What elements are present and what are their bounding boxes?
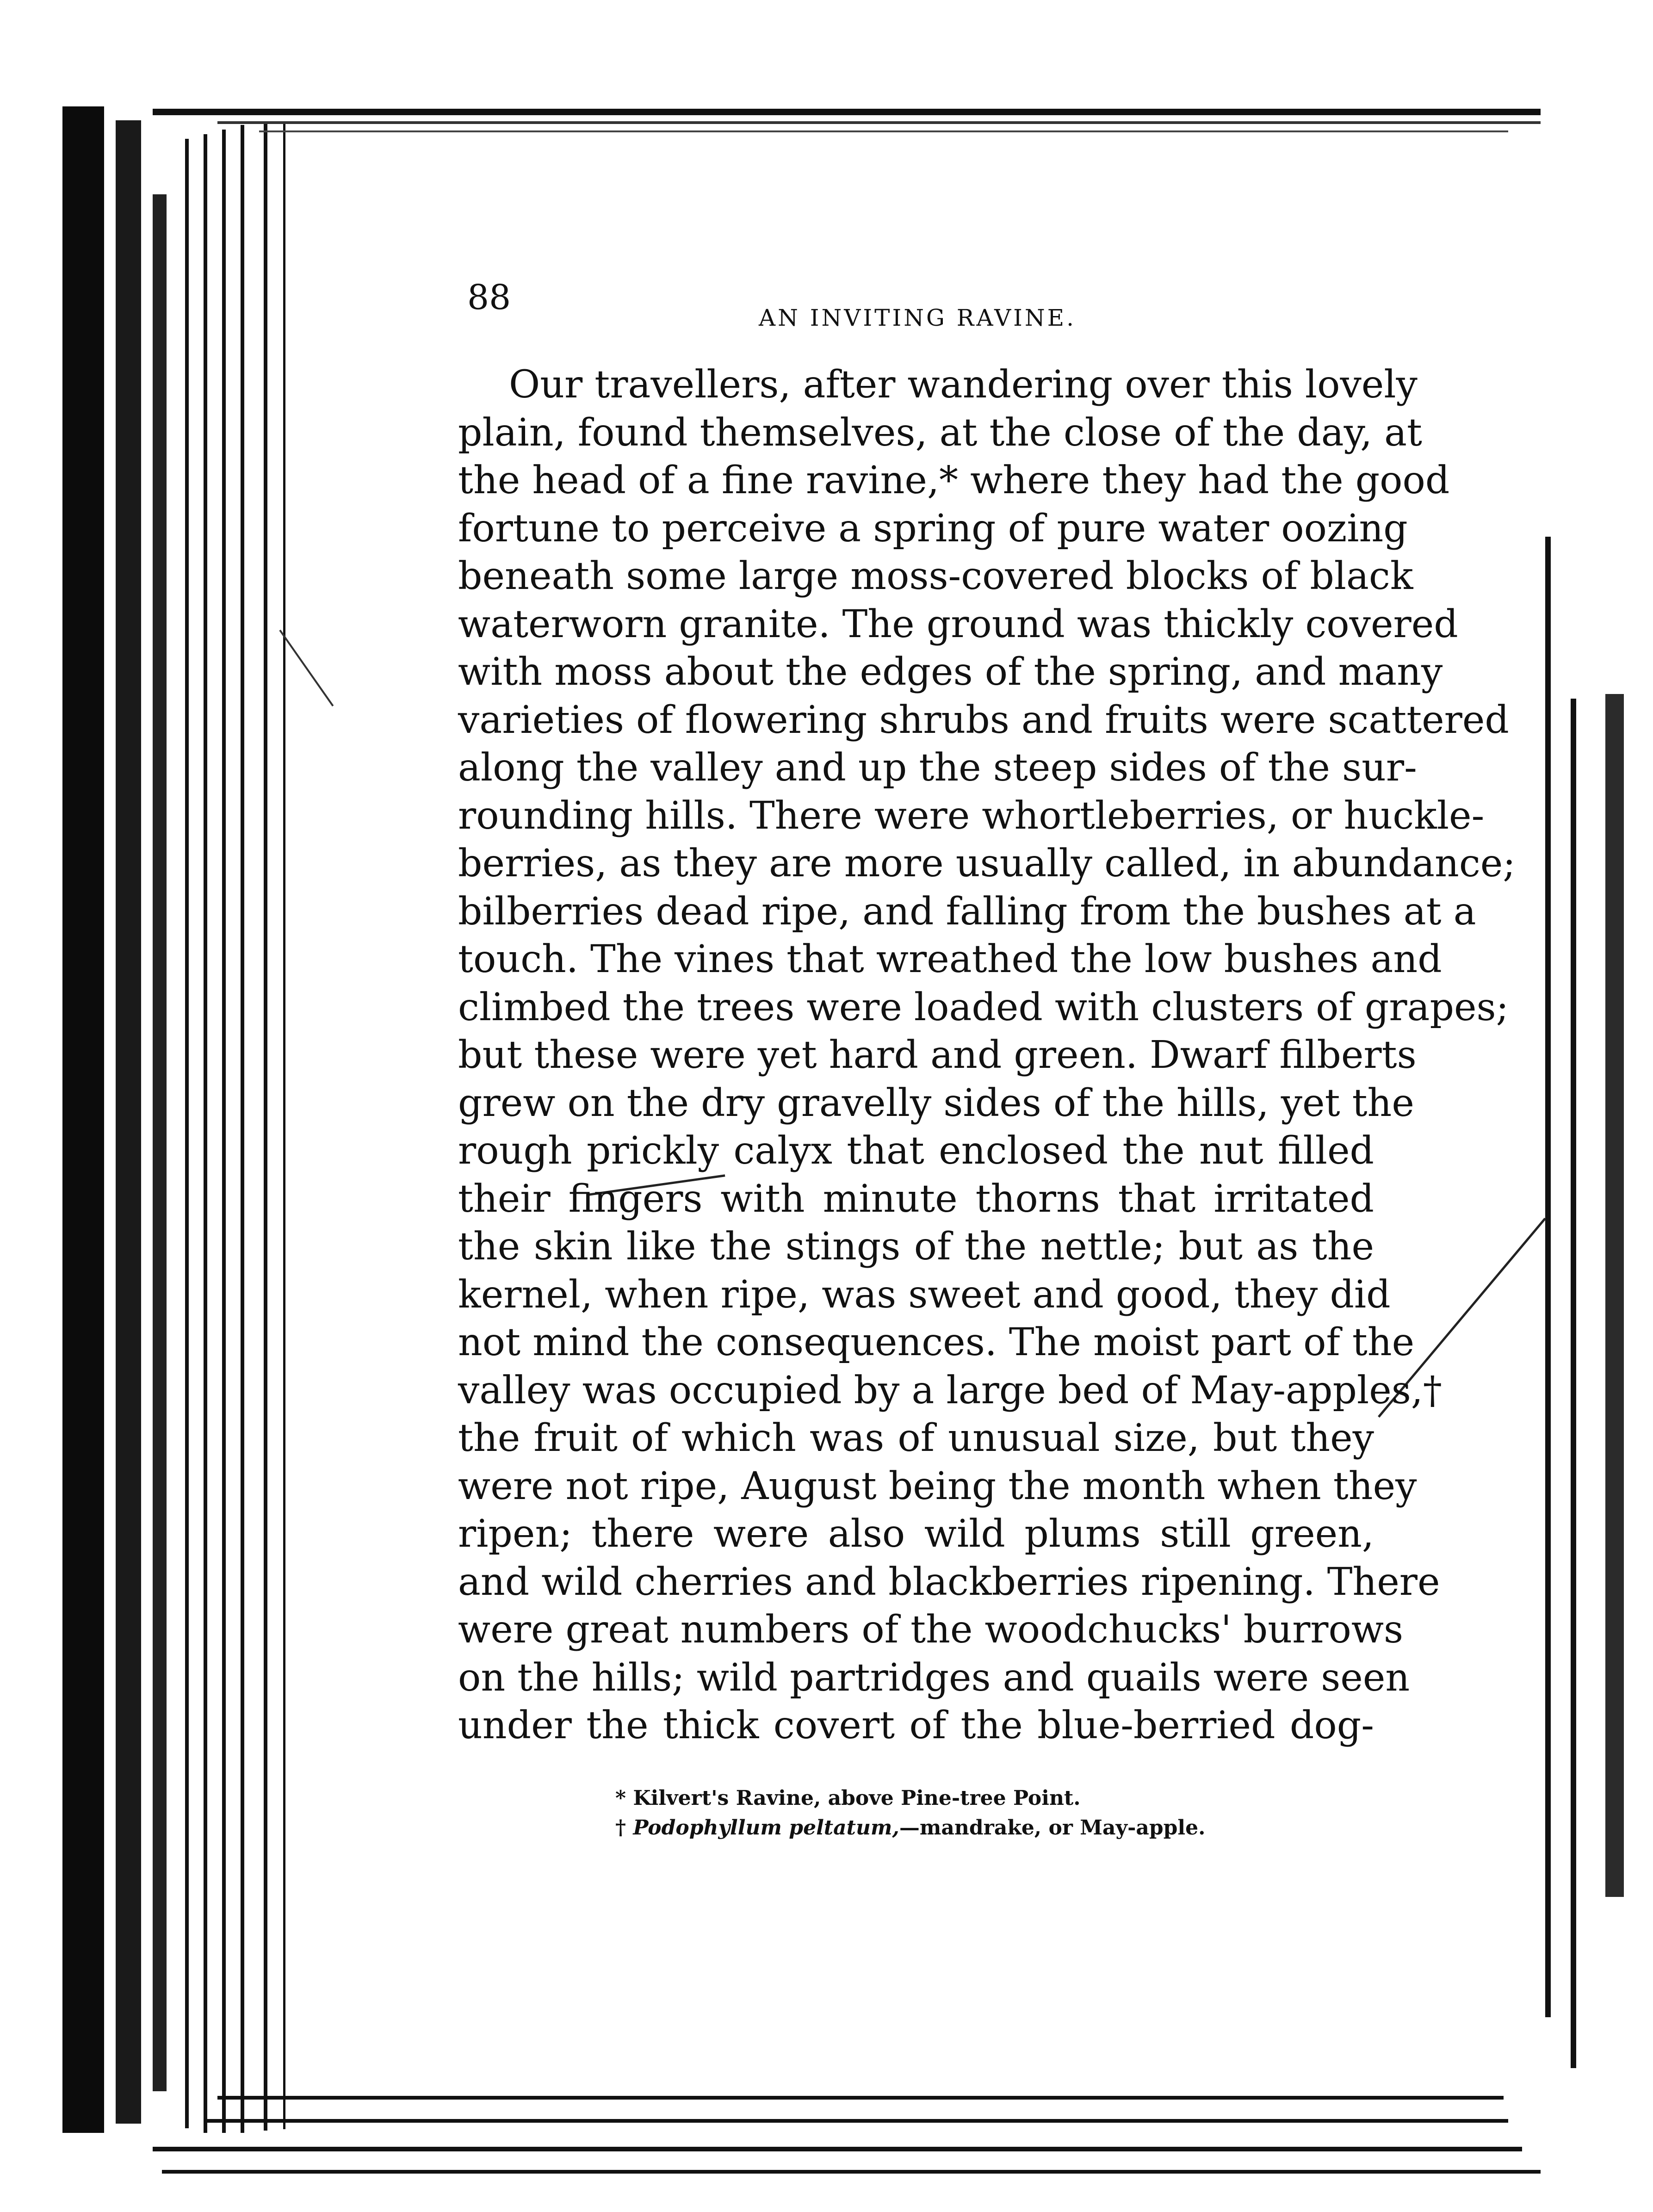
text-line: valley was occupied by a large bed of May-apples,† (458, 1368, 1442, 1413)
bottom-page-edge (153, 2147, 1522, 2151)
top-page-edge (153, 109, 1541, 115)
pencil-mark (279, 630, 334, 706)
bottom-page-edge (204, 2119, 1508, 2123)
page-edge-line (185, 139, 189, 2128)
text-line: their fingers with minute thorns that irritated (458, 1177, 1374, 1221)
text-line: the head of a fine ravine,* where they had the good (458, 459, 1450, 502)
text-line: kernel, when ripe, was sweet and good, they did (458, 1272, 1391, 1317)
top-page-edge (217, 121, 1541, 124)
text-line: along the valley and up the steep sides of the sur- (458, 746, 1417, 790)
page-edge-line (283, 121, 285, 2129)
page-edge-stripe (153, 194, 167, 2091)
text-line: Our travellers, after wandering over this lovely (509, 363, 1418, 407)
footnote-2-mark: † (615, 1816, 633, 1840)
text-line: under the thick covert of the blue-berried dog- (458, 1704, 1374, 1747)
text-line: were great numbers of the woodchucks' burrows (458, 1608, 1404, 1652)
body-paragraph (458, 361, 1516, 1750)
footnote-2-latin-name: Podophyllum peltatum, (633, 1816, 899, 1840)
text-line: with moss about the edges of the spring, and many (458, 650, 1443, 694)
text-line: bilberries dead ripe, and falling from the bushes at a (458, 889, 1476, 934)
text-line: fortune to perceive a spring of pure water oozing (458, 506, 1408, 551)
page-number: 88 (467, 278, 511, 317)
text-line: but these were yet hard and green. Dwarf filberts (458, 1033, 1417, 1077)
text-line: not mind the consequences. The moist part of the (458, 1320, 1415, 1364)
text-line: touch. The vines that wreathed the low bushes and (458, 937, 1442, 981)
footnotes (615, 1784, 1205, 1843)
text-line: were not ripe, August being the month when they (458, 1464, 1417, 1508)
text-line: on the hills; wild partridges and quails were seen (458, 1655, 1410, 1700)
text-line: rough prickly calyx that enclosed the nut filled (458, 1129, 1374, 1173)
page-edge-stripe (116, 120, 141, 2124)
bottom-page-edge (162, 2170, 1541, 2174)
page-edge-line (222, 130, 226, 2133)
page-edge-line (241, 125, 244, 2133)
footnote-1: * Kilvert's Ravine, above Pine-tree Point. (615, 1786, 1081, 1810)
text-line: the fruit of which was of unusual size, but they (458, 1416, 1374, 1460)
right-page-edge (1571, 699, 1576, 2068)
text-line: waterworn granite. The ground was thickly covered (458, 602, 1458, 646)
text-line: and wild cherries and blackberries ripening. There (458, 1560, 1440, 1604)
text-line: rounding hills. There were whortleberries, or huckle- (458, 793, 1485, 838)
right-page-edge-shadow (1605, 694, 1624, 1897)
text-line: climbed the trees were loaded with clusters of grapes; (458, 985, 1509, 1029)
page-edge-line (264, 123, 267, 2131)
text-line: varieties of flowering shrubs and fruits were scattered (458, 698, 1509, 742)
book-spine-shadow (62, 106, 104, 2133)
footnote-2 (615, 1813, 1205, 1843)
right-page-edge (1545, 537, 1551, 2017)
text-line: grew on the dry gravelly sides of the hills, yet the (458, 1081, 1414, 1125)
text-line: berries, as they are more usually called, in abundance; (458, 842, 1516, 886)
running-head: AN INVITING RAVINE. (759, 304, 1077, 331)
text-line: plain, found themselves, at the close of the day, at (458, 410, 1422, 455)
text-line: ripen; there were also wild plums still green, (458, 1512, 1374, 1556)
page-edge-line (204, 134, 207, 2133)
bottom-page-edge (217, 2096, 1504, 2100)
text-line: beneath some large moss-covered blocks of black (458, 554, 1413, 598)
top-page-edge (259, 130, 1508, 132)
text-line: the skin like the stings of the nettle; but as the (458, 1225, 1374, 1269)
footnote-2-text: —mandrake, or May-apple. (899, 1816, 1206, 1840)
